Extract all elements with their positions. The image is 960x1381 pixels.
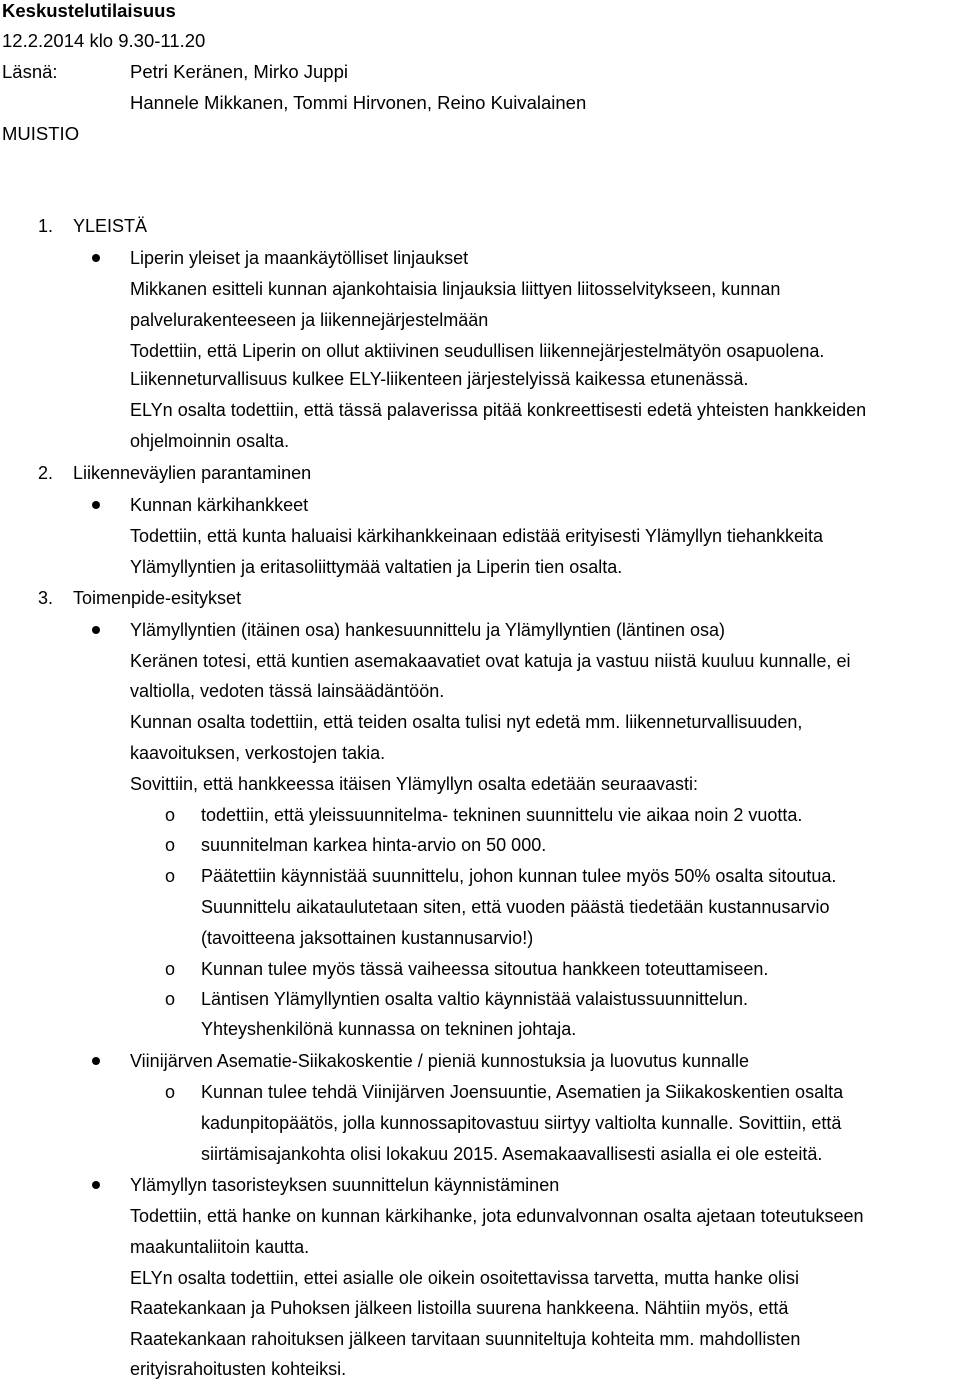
paragraph-line: Ylämyllyntien ja eritasoliittymää valtatien ja Liperin tien osalta. bbox=[130, 557, 623, 577]
present-line-2: Hannele Mikkanen, Tommi Hirvonen, Reino Kuivalainen bbox=[130, 92, 587, 113]
paragraph-line: palvelurakenteeseen ja liikennejärjestelmään bbox=[130, 310, 489, 330]
sub-bullet-icon: o bbox=[165, 835, 176, 855]
paragraph-line: ELYn osalta todettiin, että tässä palaverissa pitää konkreettisesti edetä yhteisten hankkeiden bbox=[130, 400, 867, 420]
sub-list-item: suunnitelman karkea hinta-arvio on 50 000. bbox=[201, 835, 547, 855]
section-2-number: 2. bbox=[38, 463, 54, 483]
document-type: MUISTIO bbox=[2, 123, 80, 144]
paragraph-line: Todettiin, että kunta haluaisi kärkihankkeinaan edistää erityisesti Ylämyllyn tiehankkeita bbox=[130, 526, 824, 546]
paragraph-line: Mikkanen esitteli kunnan ajankohtaisia linjauksia liittyen liitosselvitykseen, kunnan bbox=[130, 279, 781, 299]
sub-bullet-icon: o bbox=[165, 1082, 176, 1102]
section-1-title: YLEISTÄ bbox=[73, 216, 148, 236]
paragraph-line: Todettiin, että hanke on kunnan kärkihanke, jota edunvalvonnan osalta ajetaan toteutukseen bbox=[130, 1206, 864, 1226]
sub-list-item: Kunnan tulee myös tässä vaiheessa sitoutua hankkeen toteuttamiseen. bbox=[201, 959, 769, 979]
sub-bullet-icon: o bbox=[165, 989, 176, 1009]
paragraph-line: maakuntaliitoin kautta. bbox=[130, 1237, 310, 1257]
paragraph-line: Keränen totesi, että kuntien asemakaavatiet ovat katuja ja vastuu niistä kuuluu kunnalle, ei bbox=[130, 651, 851, 671]
section-3-number: 3. bbox=[38, 588, 54, 608]
paragraph-line: Todettiin, että Liperin on ollut aktiivinen seudullisen liikennejärjestelmätyön osapuolena. bbox=[130, 341, 825, 361]
present-label: Läsnä: bbox=[2, 61, 58, 82]
present-line-1: Petri Keränen, Mirko Juppi bbox=[130, 61, 348, 82]
sub-list-item: Läntisen Ylämyllyntien osalta valtio käynnistää valaistussuunnittelun. bbox=[201, 989, 748, 1009]
bullet-icon bbox=[92, 1057, 100, 1065]
paragraph-line: erityisrahoitusten kohteiksi. bbox=[130, 1359, 347, 1379]
sub-list-item-line: siirtämisajankohta olisi lokakuu 2015. Asemakaavallisesti asialla ei ole esteitä. bbox=[201, 1144, 823, 1164]
meeting-datetime: 12.2.2014 klo 9.30-11.20 bbox=[2, 30, 206, 51]
list-item: Liperin yleiset ja maankäytölliset linjaukset bbox=[130, 248, 469, 268]
sub-bullet-icon: o bbox=[165, 805, 176, 825]
section-3-title: Toimenpide-esitykset bbox=[73, 588, 242, 608]
list-item: Ylämyllyn tasoristeyksen suunnittelun käynnistäminen bbox=[130, 1175, 560, 1195]
list-item: Ylämyllyntien (itäinen osa) hankesuunnittelu ja Ylämyllyntien (läntinen osa) bbox=[130, 620, 725, 640]
paragraph-line: kaavoituksen, verkostojen takia. bbox=[130, 743, 386, 763]
sub-bullet-icon: o bbox=[165, 866, 176, 886]
paragraph-line: Kunnan osalta todettiin, että teiden osalta tulisi nyt edetä mm. liikenneturvallisuuden, bbox=[130, 712, 803, 732]
paragraph-line: valtiolla, vedoten tässä lainsäädäntöön. bbox=[130, 681, 445, 701]
paragraph-line: Sovittiin, että hankkeessa itäisen Ylämyllyn osalta edetään seuraavasti: bbox=[130, 774, 698, 794]
list-item: Viinijärven Asematie-Siikakoskentie / pieniä kunnostuksia ja luovutus kunnalle bbox=[130, 1051, 750, 1071]
list-item: Kunnan kärkihankkeet bbox=[130, 495, 309, 515]
paragraph-line: Raatekankaan rahoituksen jälkeen tarvitaan suunniteltuja kohteita mm. mahdollisten bbox=[130, 1329, 801, 1349]
sub-list-item-line: Yhteyshenkilönä kunnassa on tekninen johtaja. bbox=[201, 1019, 577, 1039]
section-2-title: Liikenneväylien parantaminen bbox=[73, 463, 312, 483]
paragraph-line: Raatekankaan ja Puhoksen jälkeen listoilla suurena hankkeena. Nähtiin myös, että bbox=[130, 1298, 789, 1318]
bullet-icon bbox=[92, 501, 100, 509]
sub-list-item: Kunnan tulee tehdä Viinijärven Joensuuntie, Asematien ja Siikakoskentien osalta bbox=[201, 1082, 844, 1102]
section-1-number: 1. bbox=[38, 216, 54, 236]
bullet-icon bbox=[92, 626, 100, 634]
sub-list-item-line: kadunpitopäätös, jolla kunnossapitovastuu siirtyy valtiolta kunnalle. Sovittiin, että bbox=[201, 1113, 842, 1133]
paragraph-line: ELYn osalta todettiin, ettei asialle ole oikein osoitettavissa tarvetta, mutta hanke olisi bbox=[130, 1268, 800, 1288]
sub-list-item-line: Suunnittelu aikataulutetaan siten, että vuoden päästä tiedetään kustannusarvio bbox=[201, 897, 830, 917]
paragraph-line: Liikenneturvallisuus kulkee ELY-liikenteen järjestelyissä kaikessa etunenässä. bbox=[130, 369, 749, 389]
bullet-icon bbox=[92, 1181, 100, 1189]
sub-list-item: Päätettiin käynnistää suunnittelu, johon kunnan tulee myös 50% osalta sitoutua. bbox=[201, 866, 837, 886]
sub-list-item: todettiin, että yleissuunnitelma- tekninen suunnittelu vie aikaa noin 2 vuotta. bbox=[201, 805, 803, 825]
meeting-title: Keskustelutilaisuus bbox=[2, 0, 176, 21]
sub-bullet-icon: o bbox=[165, 959, 176, 979]
bullet-icon bbox=[92, 254, 100, 262]
sub-list-item-line: (tavoitteena jaksottainen kustannusarvio!) bbox=[201, 928, 534, 948]
paragraph-line: ohjelmoinnin osalta. bbox=[130, 431, 290, 451]
